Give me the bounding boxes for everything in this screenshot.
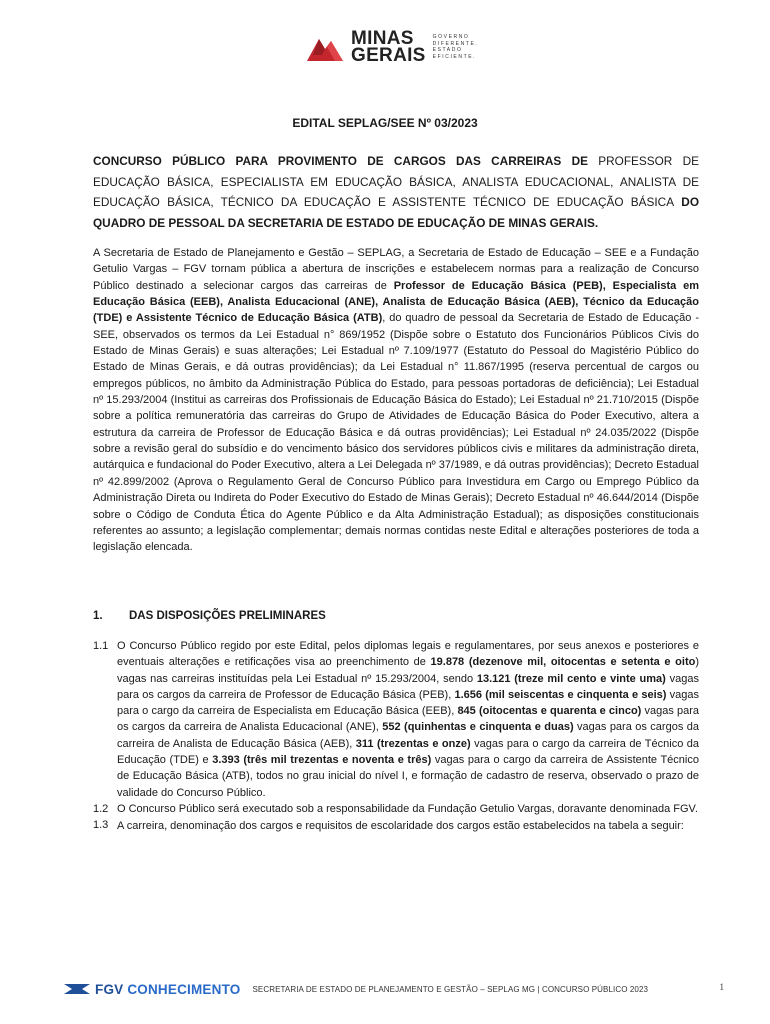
- item-text-part: vagas para os cargos da carreira de Analista de Educação Básica (AEB),: [117, 721, 699, 750]
- heading-part-2: PROFESSOR DE EDUCAÇÃO BÁSICA, ESPECIALISTA EM EDUCAÇÃO BÁSICA, ANALISTA EDUCACIONAL, ANALISTA DE EDUCAÇÃO BÁSICA, TÉCNICO DA EDUCAÇÃO E ASSISTENTE TÉCNICO DE EDUCAÇÃO BÁSICA: [93, 154, 699, 209]
- logo-wordmark: [351, 30, 426, 64]
- fgv-arrow-icon: [64, 982, 90, 996]
- heading-part-3: DO QUADRO DE PESSOAL DA SECRETARIA DE ESTADO DE EDUCAÇÃO DE MINAS GERAIS.: [93, 195, 699, 230]
- page-footer: [64, 978, 724, 1000]
- fgv-wordmark: [95, 982, 240, 997]
- logo-line-2: GERAIS: [351, 45, 426, 66]
- intro-part-b: Professor de Educação Básica (PEB), Especialista em Educação Básica (EEB), Analista Educacional (ANE), Analista de Educação Básica (AEB), Técnico da Educação (TDE) e Assistente Técnico de Educação Básica (ATB): [93, 279, 699, 325]
- item-text-part: vagas para os cargos da carreira de Professor de Educação Básica (PEB),: [117, 672, 699, 701]
- logo-slogan-3: ESTADO: [432, 47, 463, 53]
- item-text: O Concurso Público será executado sob a responsabilidade da Fundação Getulio Vargas, doravante denominada FGV.: [117, 802, 698, 815]
- fgv-logo: [64, 982, 240, 997]
- item-bold-part: 3.393 (três mil trezentas e noventa e três): [212, 754, 432, 767]
- heading-part-1: CONCURSO PÚBLICO PARA PROVIMENTO DE CARGOS DAS CARREIRAS DE: [93, 154, 599, 168]
- item-number: 1.1: [93, 640, 109, 652]
- item-bold-part: 311 (trezentas e onze): [355, 737, 471, 750]
- section-items: [93, 638, 699, 836]
- item-bold-part: 1.656 (mil seiscentas e cinquenta e seis): [454, 688, 667, 701]
- item-bold-part: 845 (oitocentas e quarenta e cinco): [457, 705, 642, 718]
- item-text-part: vagas para os cargos da carreira de Analista Educacional (ANE),: [117, 705, 700, 734]
- item-text-part: vagas para o cargo da carreira de Assistente Técnico de Educação Básica (ATB), todos no grau inicial do nível I, e formação de cadastro de reserva, observado o prazo de validade do Concurso Público.: [117, 754, 699, 799]
- section-heading: [93, 610, 326, 622]
- intro-part-c: , do quadro de pessoal da Secretaria de Estado de Educação - SEE, observados os termos da Lei Estadual n° 869/1952 (Dispõe sobre o Estatuto dos Funcionários Públicos Civis do Estado de Minas Gerais) e suas alterações; Lei Estadual nº 7.109/1977 (Estatuto do Pessoal do Magistério Público do Estado de Minas Gerais, e dá outras providências); da Lei Estadual n° 11.867/1995 (reserva percentual de cargos ou empregos públicos, no âmbito da Administração Pública do Estado, para pessoas portadoras de deficiência); Lei Estadual nº 15.293/2004 (Institui as carreiras dos Profissionais de Educação Básica do Estado); Lei Estadual nº 21.710/2015 (Dispõe sobre a política remuneratória das carreiras do Grupo de Atividades de Educação Básica do Poder Executivo, altera a estrutura da carreira de Professor de Educação Básica e dá outras providências); Lei Estadual nº 24.035/2022 (Dispõe sobre a revisão geral do subsídio e do vencimento básico dos servidores públicos civis e militares da administração direta, autárquica e fundacional do Poder Executivo, altera a Lei Delegada nº 37/1989, e dá outras providências); Decreto Estadual nº 42.899/2002 (Aprova o Regulamento Geral de Concurso Público para Investidura em Cargo ou Emprego Público da Administração Direta ou Indireta do Poder Executivo do Estado de Minas Gerais); Decreto Estadual nº 46.644/2014 (Dispõe sobre o Código de Conduta Ética do Agente Público e da Alta Administração Estadual); as disposições constitucionais referentes ao assunto; a legislação complementar; demais normas contidas neste Edital e alterações posteriores de toda a legislação elencada.: [93, 312, 699, 554]
- minas-gerais-logo: [305, 30, 478, 64]
- footer-text: SECRETARIA DE ESTADO DE PLANEJAMENTO E GESTÃO – SEPLAG MG | CONCURSO PÚBLICO 2023: [252, 984, 649, 994]
- fgv-label: FGV: [95, 981, 124, 997]
- document-heading: [93, 151, 699, 233]
- item-bold-part: 13.121 (treze mil cento e vinte uma): [476, 672, 666, 685]
- intro-part-a: A Secretaria de Estado de Planejamento e Gestão – SEPLAG, a Secretaria de Estado de Educação – SEE e a Fundação Getulio Vargas – FGV tornam pública a abertura de inscrições e estabelecem normas para a realização de Concurso Público destinado a selecionar cargos das carreiras de: [93, 247, 699, 292]
- section-number: 1.: [93, 610, 103, 622]
- item-text: [117, 638, 699, 801]
- logo-slogan-1: GOVERNO: [432, 34, 470, 40]
- item-number: 1.3: [93, 819, 109, 832]
- list-item: [93, 801, 699, 817]
- item-text-part: ) vagas nas carreiras instituídas pela Lei Estadual nº 15.293/2004, sendo: [117, 656, 699, 685]
- logo-line-1: MINAS: [351, 28, 414, 49]
- item-bold-part: 552 (quinhentas e cinquenta e duas): [382, 721, 574, 734]
- logo-slogan-2: DIFERENTE.: [432, 40, 479, 47]
- intro-paragraph: [93, 245, 699, 556]
- mountain-logo-icon: [305, 31, 345, 63]
- section-title: DAS DISPOSIÇÕES PRELIMINARES: [129, 610, 326, 622]
- item-text-part: vagas para o cargo da carreira de Técnico da Educação (TDE) e: [117, 737, 699, 767]
- page-number: 1: [719, 982, 724, 992]
- item-bold-part: 19.878 (dezenove mil, oitocentas e setenta e oito: [430, 656, 696, 669]
- item-number: 1.2: [93, 802, 109, 815]
- item-text: A carreira, denominação dos cargos e requisitos de escolaridade dos cargos estão estabelecidos na tabela a seguir:: [117, 820, 684, 833]
- item-text-part: vagas para o cargo da carreira de Especialista em Educação Básica (EEB),: [117, 688, 699, 718]
- logo-slogan: [433, 34, 479, 60]
- logo-slogan-4: EFICIENTE.: [432, 53, 477, 60]
- conhecimento-label: CONHECIMENTO: [127, 981, 241, 997]
- list-item: [93, 817, 699, 836]
- item-text-part: O Concurso Público regido por este Edital, pelos diplomas legais e regulamentares, por seus anexos e posteriores e eventuais alterações e retificações visa ao preenchimento de: [117, 640, 699, 669]
- document-title: EDITAL SEPLAG/SEE Nº 03/2023: [292, 116, 478, 130]
- list-item: [93, 638, 699, 801]
